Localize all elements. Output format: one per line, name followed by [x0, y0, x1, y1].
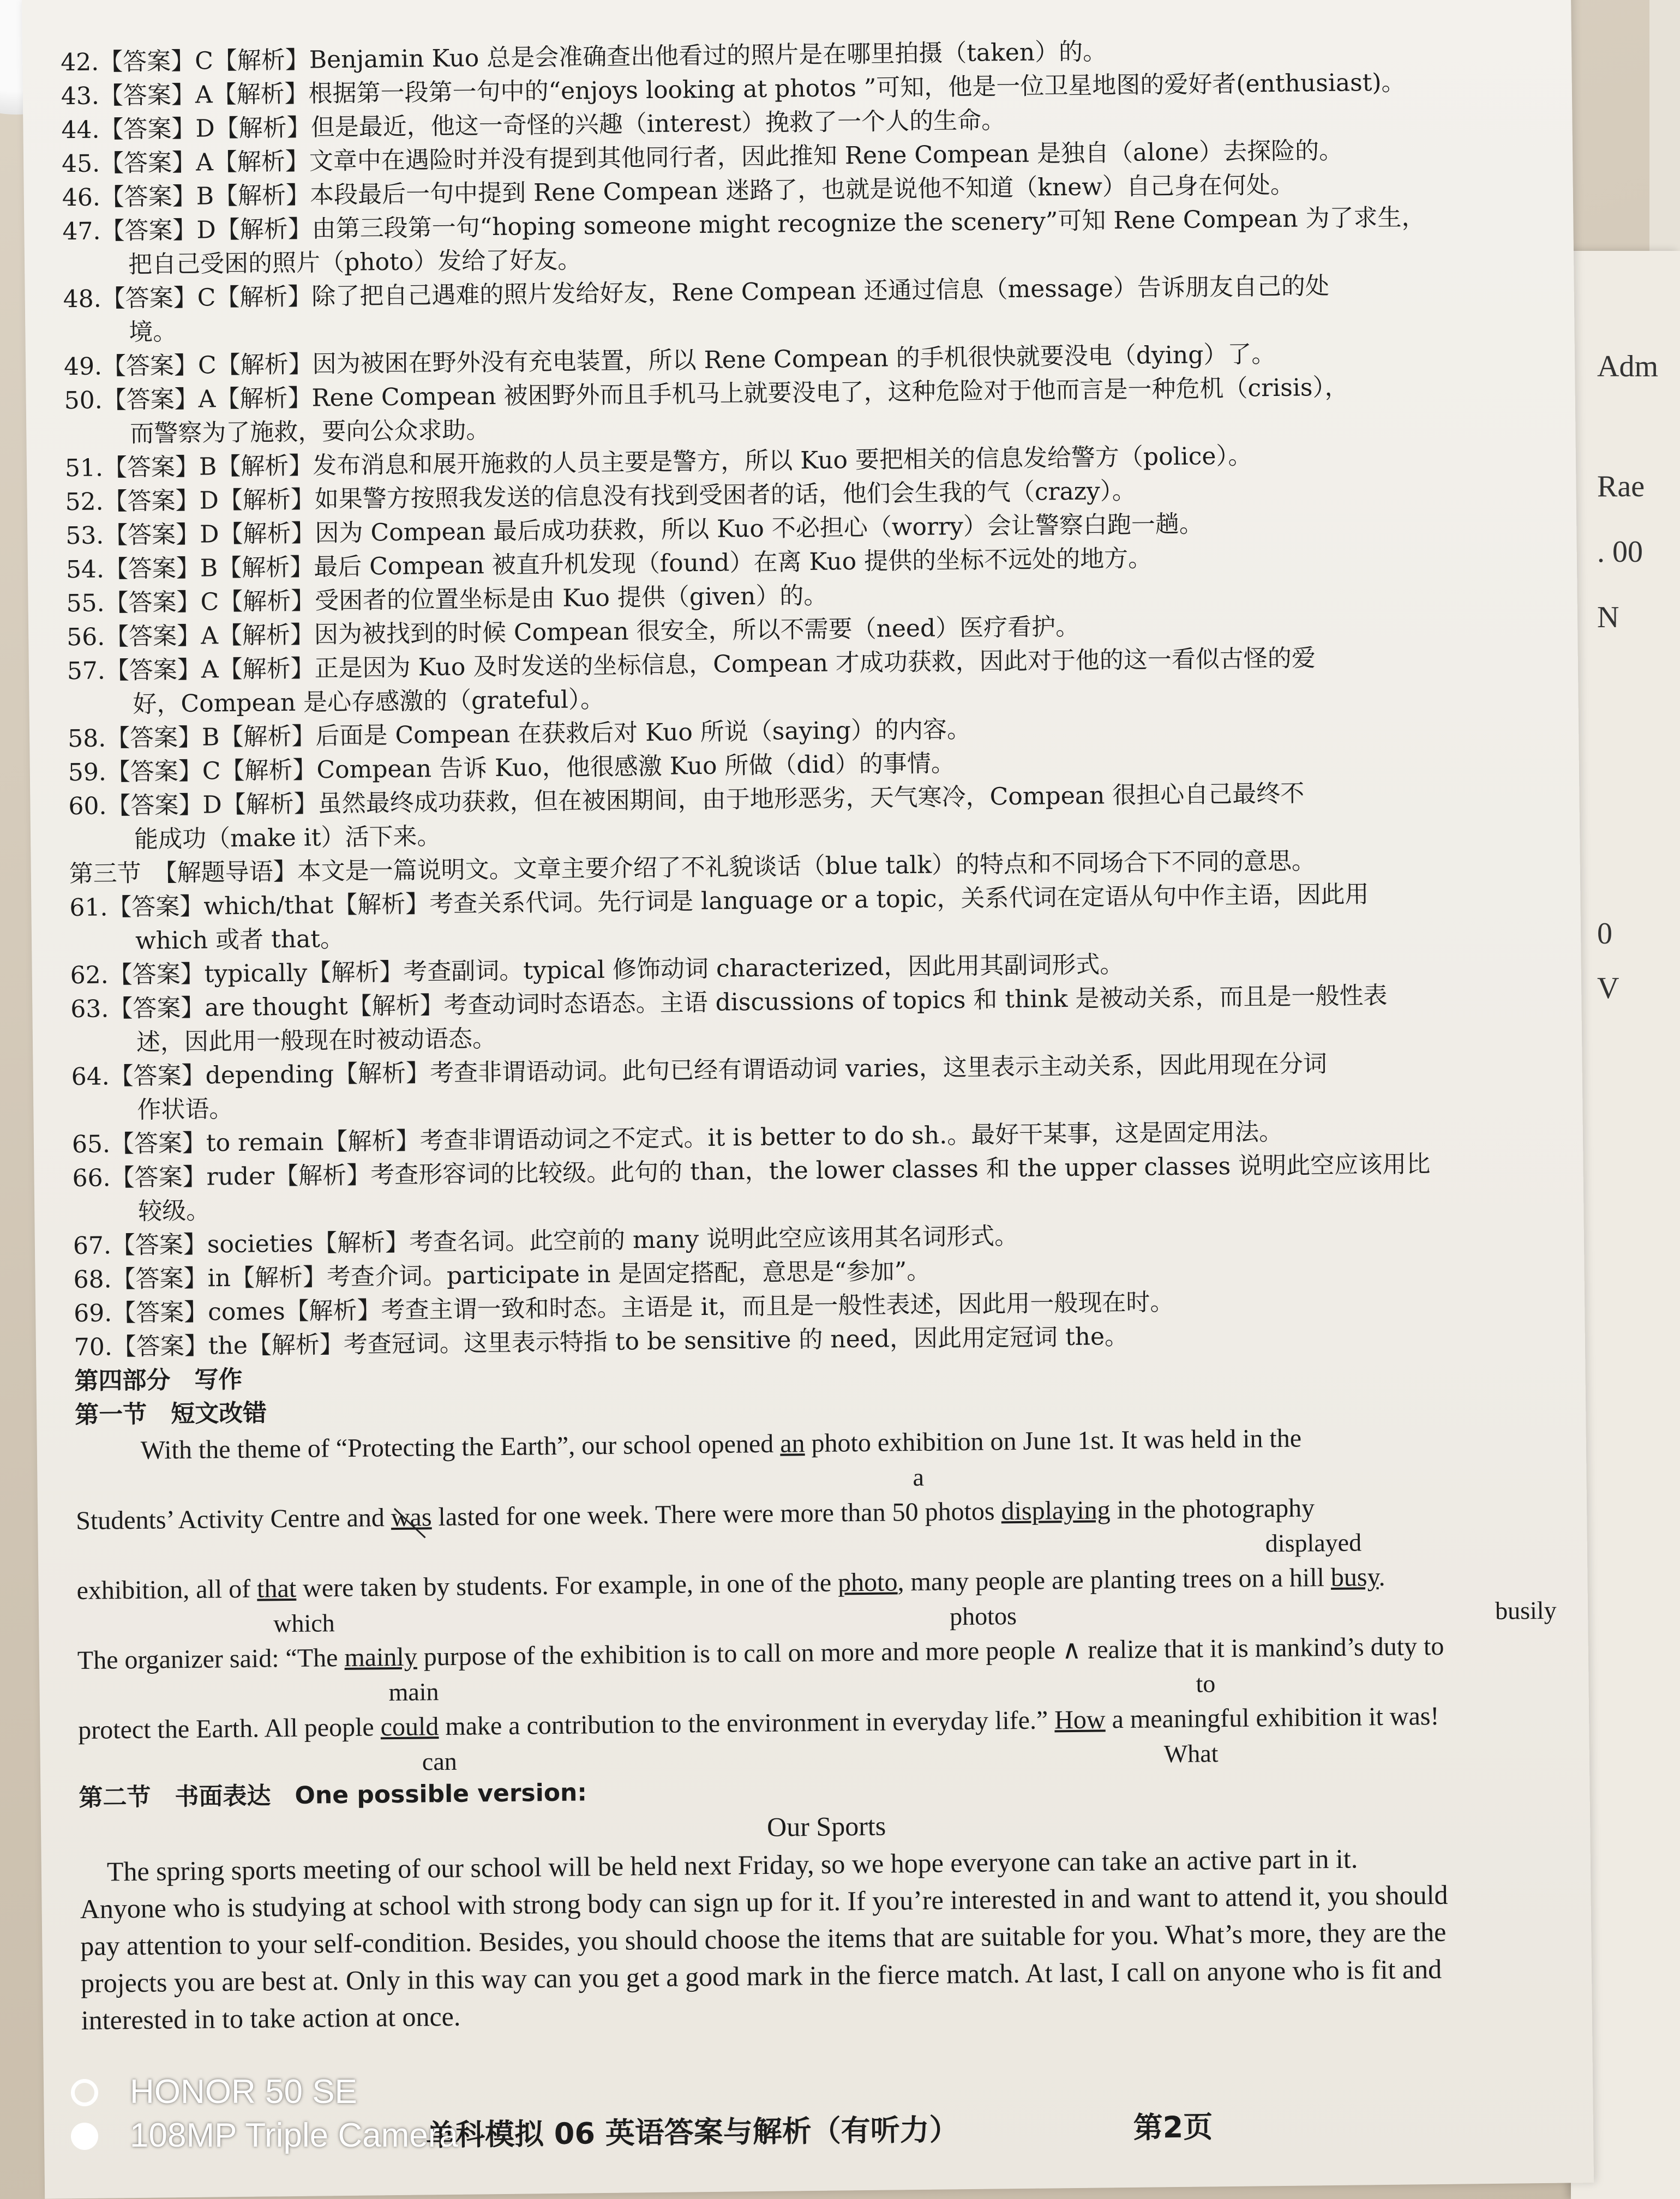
answer-line: 62.【答案】typically【解析】考查副词。typical 修饰动词 characterized，因此用其副词形式。 [70, 950, 1124, 990]
proofread-line-2: Students’ Activity Centre and was lasted for one week. There were more than 50 photos displaying in the photography [76, 1486, 1571, 1540]
camera-watermark-line1: HONOR 50 SE [71, 2072, 357, 2111]
insert-mark: ∧ [1061, 1635, 1082, 1665]
essay-line: Anyone who is studying at school with strong body can sign up for it. If you’re interested in and want to attend it, you should [80, 1879, 1448, 1925]
proofread-line-3: exhibition, all of that were taken by students. For example, in one of the photo, many people are planting trees on a hill busy. [76, 1562, 1385, 1606]
answers-61-70 [69, 875, 1569, 1365]
answer-line: 50.【答案】A【解析】Rene Compean 被困野外而且手机马上就要没电了，这种危险对于他而言是一种危机（crisis）， [64, 373, 1349, 415]
page-content [61, 31, 1576, 2039]
answer-line: 53.【答案】D【解析】因为 Compean 最后成功获救，所以 Kuo 不必担心（worry）会让警察白跑一趟。 [65, 510, 1204, 550]
proofread-line-1: With the theme of “Protecting the Earth”, our school opened an photo exhibition on June 1st. It was held in the [140, 1423, 1302, 1465]
answer-line: 63.【答案】are thought【解析】考查动词时态语态。主语 discussions of topics 和 think 是被动关系，而且是一般性表 [70, 981, 1388, 1024]
camera-watermark-line2: 108MP Triple Camera [71, 2116, 458, 2155]
answers-42-60 [61, 31, 1563, 858]
proofread-line-5: protect the Earth. All people could make a contribution to the environment in everyday life.” How a meaningful exhibition it was! [77, 1701, 1439, 1745]
essay-line: The spring sports meeting of our school will be held next Friday, so we hope everyone can take an active part in it. [79, 1843, 1358, 1888]
side-fragment: N [1597, 600, 1619, 634]
answer-line: 61.【答案】which/that【解析】考查关系代词。先行词是 language or a topic，关系代词在定语从句中作主语，因此用 [69, 880, 1369, 922]
answer-line: 48.【答案】C【解析】除了把自己遇难的照片发给好友，Rene Compean 还通过信息（message）告诉朋友自己的处 [63, 272, 1330, 314]
correction-word: which [273, 1609, 335, 1638]
answer-line: 52.【答案】D【解析】如果警方按照我发送的信息没有找到受困者的话，他们会生我的气（crazy）。 [65, 477, 1137, 516]
page-number: 第2页 [1133, 2110, 1213, 2145]
answer-line-continuation: 较级。 [138, 1197, 211, 1225]
answer-line: 59.【答案】C【解析】Compean 告诉 Kuo，他很感激 Kuo 所做（did）的事情。 [68, 749, 956, 787]
answer-line-continuation: 把自己受困的照片（photo）发给了好友。 [128, 246, 582, 279]
error-word: was [391, 1503, 432, 1532]
answer-line: 69.【答案】comes【解析】考查主谓一致和时态。主语是 it，而且是一般性表述，因此用一般现在时。 [73, 1288, 1174, 1328]
answer-line: 45.【答案】A【解析】文章中在遇险时并没有提到其他同行者，因此推知 Rene Compean 是独自（alone）去探险的。 [61, 136, 1343, 178]
error-word: an [779, 1429, 805, 1458]
correction-word: busily [1495, 1596, 1557, 1625]
error-word: busy [1330, 1563, 1379, 1593]
answer-line: 67.【答案】societies【解析】考查名词。此空前的 many 说明此空应该用其名词形式。 [73, 1222, 1019, 1260]
error-word: displaying [1001, 1495, 1111, 1526]
answer-line: 42.【答案】C【解析】Benjamin Kuo 总是会准确查出他看过的照片是在哪里拍摄（taken）的。 [60, 38, 1107, 77]
strikethrough-mark [392, 1506, 428, 1540]
proofreading-passage [75, 1416, 1574, 1781]
side-fragment: 0 [1597, 917, 1612, 951]
section2-heading: 第二节 书面表达 One possible version: [79, 1779, 587, 1812]
correction-word: What [1163, 1739, 1219, 1768]
answer-line: 70.【答案】the【解析】考查冠词。这里表示特指 to be sensitive 的 need，因此用定冠词 the。 [74, 1322, 1129, 1362]
correction-word: photos [949, 1602, 1017, 1631]
answer-line-continuation: 述，因此用一般现在时被动语态。 [136, 1024, 497, 1056]
answer-line: 54.【答案】B【解析】最后 Compean 被直升机发现（found）在离 Kuo 提供的坐标不远处的地方。 [65, 544, 1153, 584]
error-word: How [1054, 1705, 1106, 1735]
answer-line: 55.【答案】C【解析】受困者的位置坐标是由 Kuo 提供（given）的。 [66, 581, 828, 618]
answer-line-continuation: which 或者 that。 [135, 924, 345, 955]
essay-title: Our Sports [766, 1810, 886, 1842]
error-word: could [380, 1712, 439, 1742]
side-fragment: Adm [1597, 350, 1658, 383]
answer-line-continuation: 而警察为了施救，要向公众求助。 [130, 416, 490, 448]
correction-word: displayed [1265, 1528, 1362, 1558]
correction-word: to [1196, 1669, 1216, 1698]
essay-line: pay attention to your self-condition. Besides, you should choose the items that are suitable for you. What’s more, they are the [80, 1916, 1447, 1962]
page-footer [426, 2104, 1213, 2154]
answer-line: 51.【答案】B【解析】发布消息和展开施救的人员主要是警方，所以 Kuo 要把相关的信息发给警方（police）。 [64, 442, 1252, 483]
side-fragment: V [1597, 971, 1619, 1005]
essay-line: projects you are best at. Only in this way can you get a good mark in the fierce match. At last, I call on anyone who is fit and [80, 1953, 1442, 1999]
essay-body [80, 1837, 1576, 2039]
correction-word: a [913, 1463, 925, 1492]
answer-line: 56.【答案】A【解析】因为被找到的时候 Compean 很安全，所以不需要（need）医疗看护。 [66, 612, 1080, 652]
answer-line-continuation: 作状语。 [137, 1095, 233, 1124]
answer-line-continuation: 境。 [129, 318, 177, 346]
answer-line: 65.【答案】to remain【解析】考查非谓语动词之不定式。it is better to do sh.。最好干某事，这是固定用法。 [71, 1117, 1283, 1159]
answer-line: 58.【答案】B【解析】后面是 Compean 在获救后对 Kuo 所说（saying）的内容。 [67, 715, 971, 753]
answer-line: 60.【答案】D【解析】虽然最终成功获救，但在被困期间，由于地形恶劣，天气寒冷，Compean 很担心自己最终不 [68, 779, 1305, 821]
answer-line: 64.【答案】depending【解析】考查非谓语动词。此句已经有谓语动词 varies，这里表示主动关系，因此用现在分词 [71, 1050, 1328, 1091]
correction-word: can [422, 1747, 457, 1776]
essay-line: interested in to take action at once. [81, 2000, 461, 2036]
side-fragment: Rae [1597, 470, 1645, 503]
answer-line: 43.【答案】A【解析】根据第一段第一句中的“enjoys looking at photos ”可知，他是一位卫星地图的爱好者(enthusiast)。 [61, 68, 1406, 111]
error-word: mainly [344, 1642, 418, 1672]
answer-line: 57.【答案】A【解析】正是因为 Kuo 及时发送的坐标信息，Compean 才成功获救，因此对于他的这一看似古怪的爱 [67, 644, 1316, 686]
section1-heading: 第一节 短文改错 [74, 1399, 267, 1429]
side-fragment: . 00 [1597, 535, 1643, 569]
error-word: that [256, 1573, 297, 1603]
answer-line: 44.【答案】D【解析】但是最近，他这一奇怪的兴趣（interest）挽救了一个人的生命。 [61, 106, 1006, 145]
part4-heading: 第四部分 写作 [74, 1365, 243, 1396]
error-word: photo [837, 1567, 898, 1597]
dot-icon [71, 2123, 98, 2150]
proofread-line-4: The organizer said: “The mainly purpose of the exhibition is to call on more and more people ∧ realize that it is mankind’s duty to [77, 1631, 1444, 1675]
answer-line: 68.【答案】in【解析】考查介词。participate in 是固定搭配，意思是“参加”。 [73, 1257, 931, 1294]
answer-line: 66.【答案】ruder【解析】考查形容词的比较级。此句的 than，the lower classes 和 the upper classes 说明此空应该用比 [72, 1150, 1431, 1193]
answer-line: 49.【答案】C【解析】因为被困在野外没有充电装置，所以 Rene Compean 的手机很快就要没电（dying）了。 [63, 340, 1276, 381]
answer-sheet-page [22, 0, 1594, 2199]
answer-line: 46.【答案】B【解析】本段最后一句中提到 Rene Compean 迷路了，也就是说他不知道（knew）自己身在何处。 [62, 171, 1295, 212]
answer-line-continuation: 好，Compean 是心存感激的（grateful）。 [133, 685, 605, 718]
answer-line: 47.【答案】D【解析】由第三段第一句“hoping someone might recognize the scenery”可知 Rene Compean 为了求生， [62, 203, 1426, 246]
ring-icon [71, 2079, 98, 2106]
section3-heading: 第三节 【解题导语】本文是一篇说明文。文章主要介绍了不礼貌谈话（blue talk）的特点和不同场合下不同的意思。 [69, 847, 1316, 888]
correction-word: main [388, 1678, 439, 1707]
answer-line-continuation: 能成功（make it）活下来。 [134, 822, 441, 854]
footer-title: 单科模拟 06 英语答案与解析（有听力） [425, 2112, 959, 2153]
